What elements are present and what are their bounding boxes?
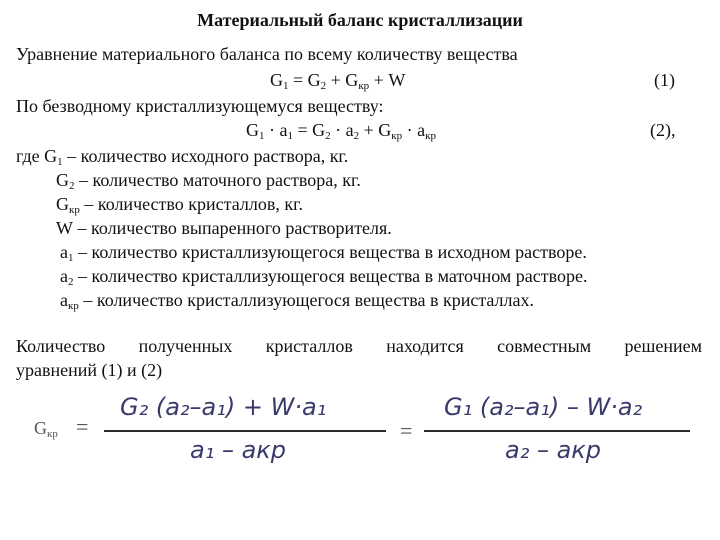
definition-line: $a_1$ – количество кристаллизующегося вещества в исходном растворе. [60, 242, 587, 264]
definition-line: W – количество выпаренного растворителя. [56, 218, 392, 238]
equation-1-number: (1) [654, 70, 675, 90]
definition-line: $G_2$ – количество маточного раствора, кг. [56, 170, 361, 192]
page-title: Материальный баланс кристаллизации [197, 10, 523, 30]
definition-line: $G_{кр}$ – количество кристаллов, кг. [56, 194, 303, 216]
definition-line: $a_2$ – количество кристаллизующегося вещества в маточном растворе. [60, 266, 588, 288]
formula-equals-1: = [76, 414, 89, 439]
formula-lhs: $G_{кр}$ [34, 418, 58, 440]
intro-text: Уравнение материального баланса по всему количеству вещества [16, 44, 518, 64]
anhydrous-text: По безводному кристаллизующемуся веществу: [16, 96, 384, 116]
formula-equals-2: = [400, 418, 413, 443]
fraction-bar-1 [104, 430, 386, 432]
solution-text-line1: Количество полученных кристаллов находится совместным решением [16, 336, 702, 356]
solution-text-line2: уравнений (1) и (2) [16, 360, 163, 380]
formula-numerator-1: G₂ (a₂–a₁) + W·a₁ [120, 393, 327, 421]
formula-denominator-1: a₁ – aкр [190, 436, 287, 464]
fraction-bar-2 [424, 430, 690, 432]
equation-1: $G_1 = G_2 + G_{кр} + W$ [270, 70, 406, 92]
equation-2: $G_1 \cdot a_1 = G_2 \cdot a_2 + G_{кр} \cdot a_{кр}$ [246, 120, 436, 142]
equation-2-number: (2), [650, 120, 676, 140]
definition-line: $a_{кр}$ – количество кристаллизующегося вещества в кристаллах. [60, 290, 535, 312]
definition-line: где $G_1$ – количество исходного раствора, кг. [16, 146, 349, 168]
formula-denominator-2: a₂ – aкр [505, 436, 602, 464]
formula-numerator-2: G₁ (a₂–a₁) – W·a₂ [444, 393, 643, 421]
